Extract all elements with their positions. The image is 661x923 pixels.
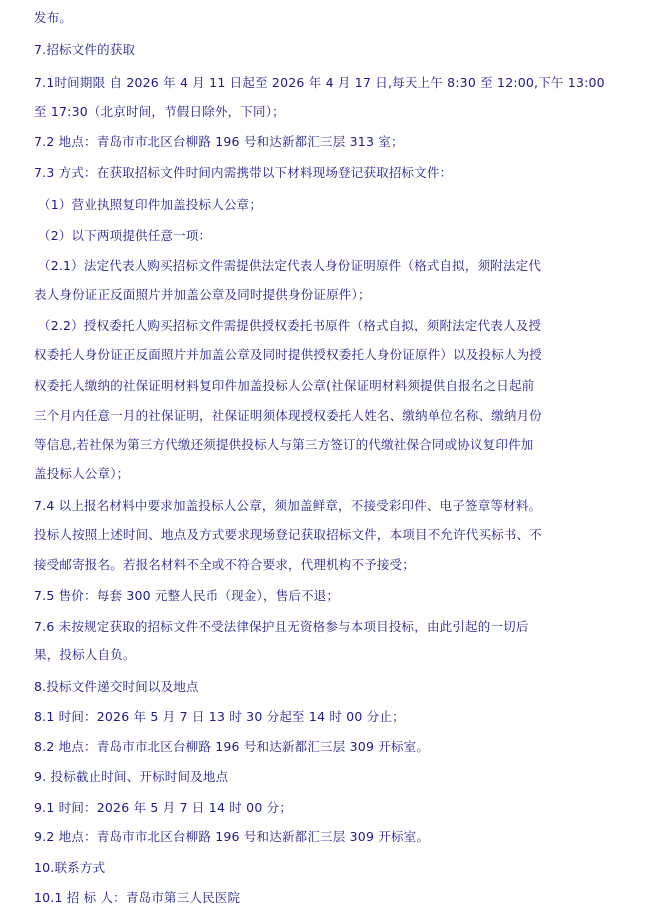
text-line: 8.2 地点：青岛市市北区台柳路 196 号和达新都汇三层 309 开标室。	[34, 739, 430, 754]
text-line: 7.2 地点：青岛市市北区台柳路 196 号和达新都汇三层 313 室；	[34, 134, 404, 149]
section-heading: 9. 投标截止时间、开标时间及地点	[34, 769, 229, 784]
text-line: 7.3 方式：在获取招标文件时间内需携带以下材料现场登记获取招标文件：	[34, 165, 453, 180]
text-line: 投标人按照上述时间、地点及方式要求现场登记获取招标文件，本项目不允许代买标书、不	[34, 527, 543, 542]
text-line: 10.1 招 标 人：青岛市第三人民医院	[34, 890, 241, 905]
text-line: 权委托人身份证正反面照片并加盖公章及同时提供授权委托人身份证原件）以及投标人为授	[34, 347, 543, 362]
section-heading: 10.联系方式	[34, 860, 106, 875]
text-line: 表人身份证正反面照片并加盖公章及同时提供身份证原件）；	[34, 287, 371, 302]
text-line: 权委托人缴纳的社保证明材料复印件加盖投标人公章(社保证明材料须提供自报名之日起前	[34, 378, 535, 393]
text-line: 发布。	[34, 10, 73, 25]
text-line: 7.1时间期限 自 2026 年 4 月 11 日起至 2026 年 4 月 17 日,每天上午 8:30 至 12:00,下午 13:00	[34, 75, 605, 90]
text-line: 9.2 地点：青岛市市北区台柳路 196 号和达新都汇三层 309 开标室。	[34, 829, 430, 844]
text-line: 7.5 售价：每套 300 元整人民币（现金），售后不退；	[34, 588, 340, 603]
text-line: 接受邮寄报名。若报名材料不全或不符合要求，代理机构不予接受；	[34, 557, 416, 572]
text-line: 果，投标人自负。	[34, 647, 136, 662]
text-line: 7.4 以上报名材料中要求加盖投标人公章，须加盖鲜章，不接受彩印件、电子签章等材料。	[34, 498, 542, 513]
list-item: （2.2）授权委托人购买招标文件需提供授权委托书原件（格式自拟，须附法定代表人及授	[38, 318, 542, 333]
text-line: 至 17:30（北京时间，节假日除外，下同）；	[34, 104, 285, 119]
section-heading: 8.投标文件递交时间以及地点	[34, 679, 199, 694]
list-item: （2）以下两项提供任意一项：	[38, 228, 212, 243]
text-line: 9.1 时间：2026 年 5 月 7 日 14 时 00 分；	[34, 800, 293, 815]
text-line: 8.1 时间：2026 年 5 月 7 日 13 时 30 分起至 14 时 00 分止；	[34, 709, 405, 724]
section-heading: 7.招标文件的获取	[34, 42, 136, 57]
text-line: 7.6 未按规定获取的招标文件不受法律保护且无资格参与本项目投标，由此引起的一切后	[34, 619, 529, 634]
text-line: 等信息,若社保为第三方代缴还须提供投标人与第三方签订的代缴社保合同或协议复印件加	[34, 437, 534, 452]
text-line: 三个月内任意一月的社保证明，社保证明须体现授权委托人姓名、缴纳单位名称、缴纳月份	[34, 408, 543, 423]
list-item: （1）营业执照复印件加盖投标人公章；	[38, 197, 263, 212]
list-item: （2.1）法定代表人购买招标文件需提供法定代表人身份证明原件（格式自拟，须附法定代	[38, 258, 542, 273]
text-line: 盖投标人公章）；	[34, 466, 130, 481]
